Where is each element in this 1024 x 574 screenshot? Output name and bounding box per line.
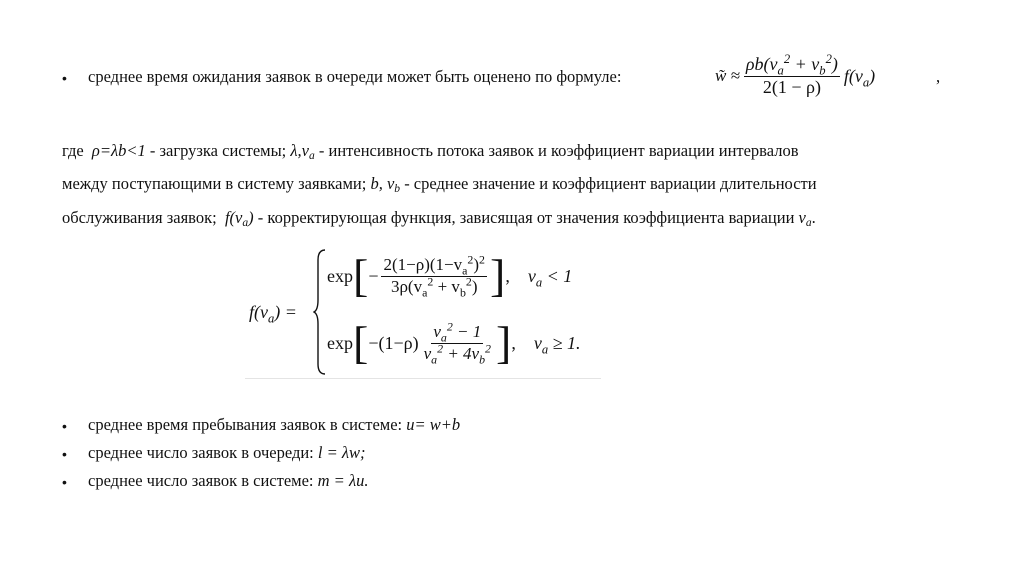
- w-denominator: 2(1 − ρ): [762, 76, 821, 97]
- formula-comma: ,: [936, 67, 941, 86]
- w-numerator: $\rho b(v_a^2 + v_b^2)$: [745, 51, 838, 78]
- w-correction-factor: $f(v_a)$: [843, 65, 876, 90]
- queue-count-item: среднее число заявок в очереди: l = λw;: [88, 443, 366, 462]
- definition-line-3: обслуживания заявок; f(va) - корректирующая функция, зависящая от значения коэффициента вариации va.: [62, 208, 816, 229]
- waiting-time-text: среднее время ожидания заявок в очереди может быть оценено по формуле:: [88, 67, 622, 86]
- system-count-item: среднее число заявок в системе: m = λu.: [88, 471, 369, 490]
- definition-line-2: между поступающими в систему заявками; b, vb - среднее значение и коэффициент вариации длительности: [62, 174, 817, 195]
- residence-time-item: среднее время пребывания заявок в системе: u= w+b: [88, 415, 461, 434]
- bullet-marker: •: [62, 474, 67, 490]
- bullet-marker: •: [62, 446, 67, 462]
- waiting-time-formula: [715, 44, 927, 108]
- definition-line-1: где ρ=λb<1 - загрузка системы; λ,va - интенсивность потока заявок и коэффициент вариации интервалов: [62, 141, 799, 162]
- bullet-marker: •: [62, 418, 67, 434]
- case-one: exp [ − $\frac{2(1-\rho)(1-v_a^2)^2}{3\rho(v_a^2 + v_b^2)}$ ] , $v_a < 1$: [327, 250, 573, 301]
- w-tilde-lhs: w̃ ≈: [715, 66, 740, 85]
- correction-function-formula: [245, 244, 601, 379]
- piecewise-lhs: $f(v_a)$ =: [249, 302, 297, 326]
- curly-brace-icon: [313, 248, 327, 376]
- bullet-marker: •: [62, 70, 67, 86]
- case-two: exp [ −(1−ρ) $\frac{v_a^2 - 1}{v_a^2 + 4v_b^2}$ ] , $v_a \ge 1$.: [327, 317, 581, 368]
